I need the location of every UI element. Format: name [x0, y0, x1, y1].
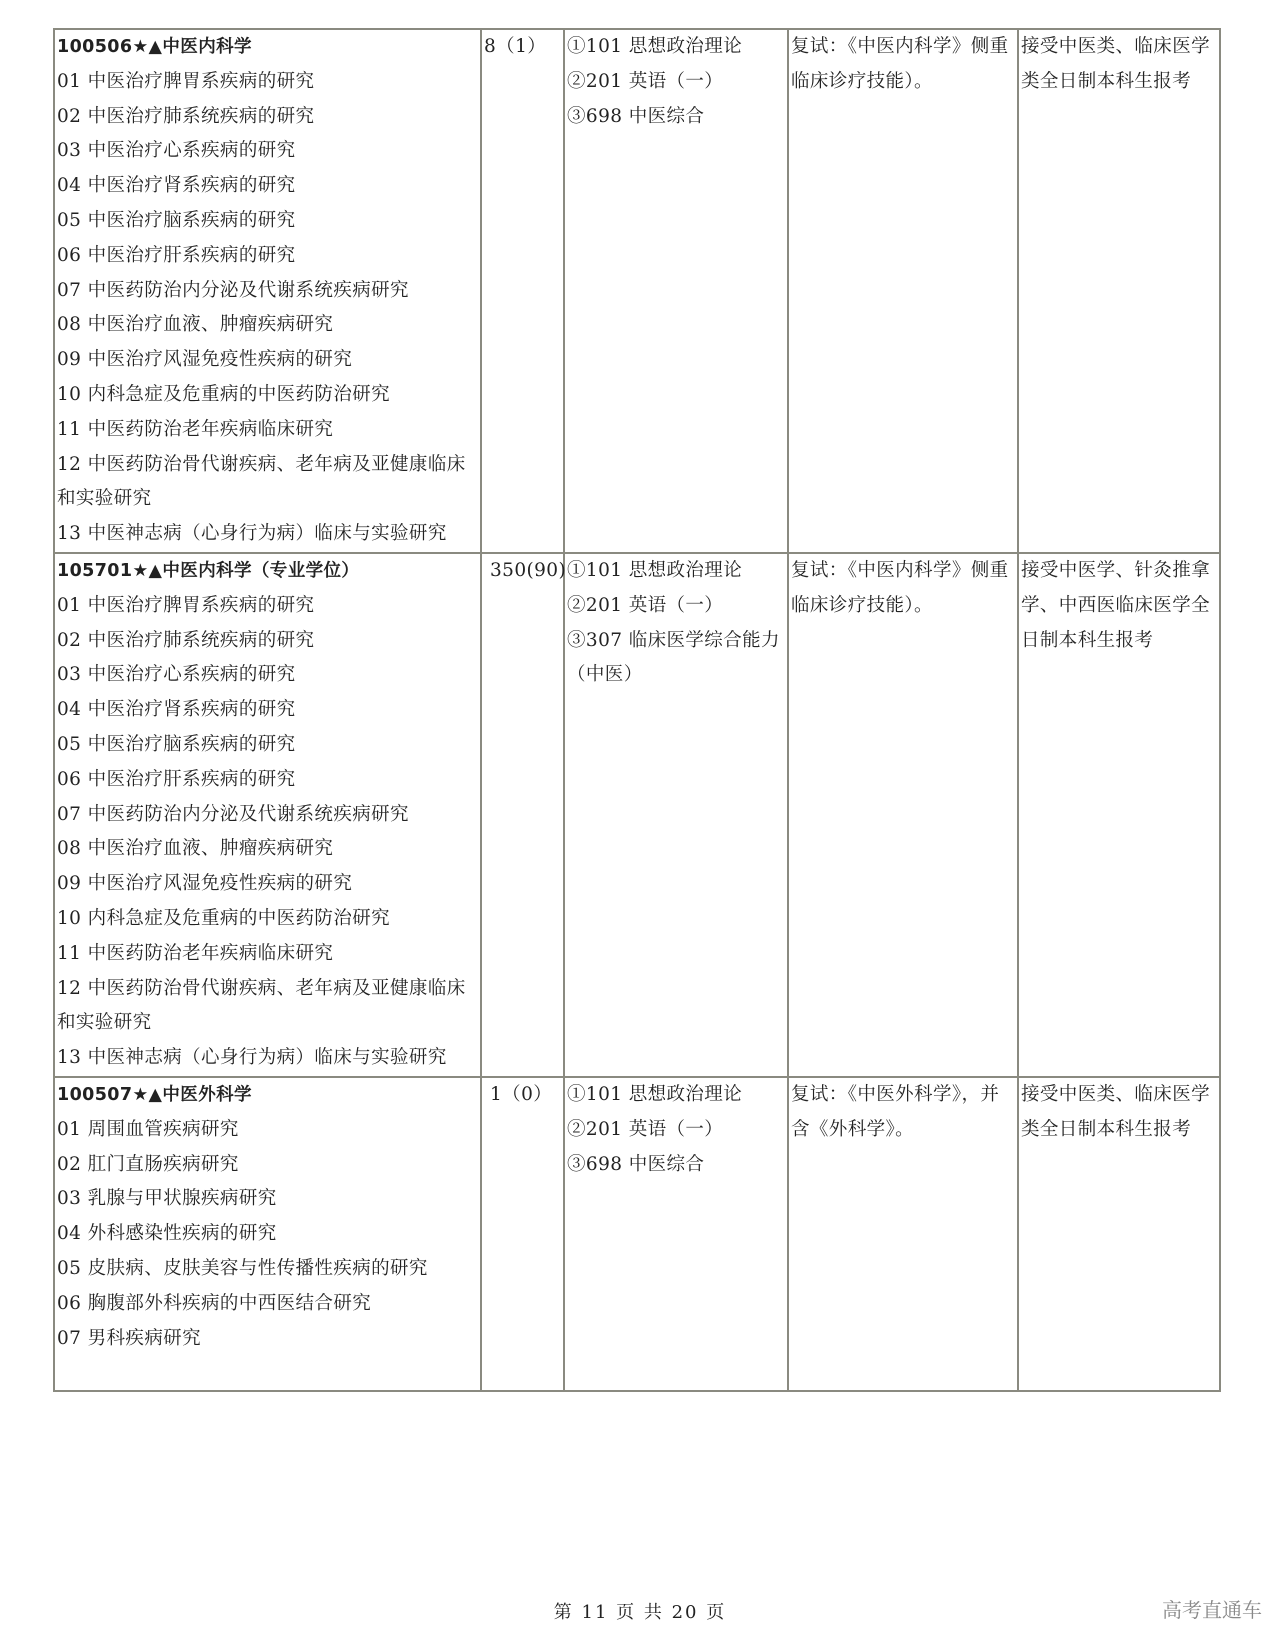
direction-item: 06 中医治疗肝系疾病的研究 [57, 768, 296, 790]
exam-subject: ②201 英语（一） [567, 70, 724, 92]
table-row [54, 29, 1220, 553]
direction-item: 03 中医治疗心系疾病的研究 [57, 140, 296, 162]
direction-item: 10 内科急症及危重病的中医药防治研究 [57, 907, 391, 929]
retest-text: 复试：《中医内科学》侧重临床诊疗技能）。 [791, 36, 1009, 92]
retest-cell [788, 29, 1018, 553]
direction-item: 12 中医药防治骨代谢疾病、老年病及亚健康临床和实验研究 [57, 453, 466, 510]
direction-item: 07 中医药防治内分泌及代谢系统疾病研究 [57, 803, 409, 825]
retest-text: 复试：《中医内科学》侧重临床诊疗技能）。 [791, 559, 1009, 616]
exam-subject: ②201 英语（一） [567, 594, 724, 616]
direction-item: 10 内科急症及危重病的中医药防治研究 [57, 383, 391, 405]
exam-subjects-cell [564, 1077, 788, 1391]
direction-item: 04 中医治疗肾系疾病的研究 [57, 175, 296, 197]
note-text: 接受中医类、临床医学类全日制本科生报考 [1021, 36, 1211, 92]
direction-item: 07 男科疾病研究 [57, 1327, 202, 1349]
exam-subject: ①101 思想政治理论 [567, 36, 743, 57]
direction-item: 01 中医治疗脾胃系疾病的研究 [57, 594, 315, 616]
exam-subject: ③698 中医综合 [567, 105, 705, 127]
note-text: 接受中医类、临床医学类全日制本科生报考 [1021, 1083, 1211, 1140]
major-cell [54, 29, 481, 553]
direction-item: 05 皮肤病、皮肤美容与性传播性疾病的研究 [57, 1257, 428, 1279]
page-footer: 第 11 页 共 20 页 [553, 1602, 727, 1623]
table-row [54, 1077, 1220, 1391]
direction-item: 13 中医神志病（心身行为病）临床与实验研究 [57, 1047, 447, 1069]
enrollment-count: 1（0） [490, 1083, 553, 1105]
direction-item: 02 肛门直肠疾病研究 [57, 1153, 239, 1175]
enrollment-cell [481, 1077, 564, 1391]
exam-subject: ①101 思想政治理论 [567, 559, 743, 581]
direction-item: 05 中医治疗脑系疾病的研究 [57, 209, 296, 231]
direction-item: 03 乳腺与甲状腺疾病研究 [57, 1188, 277, 1210]
direction-item: 12 中医药防治骨代谢疾病、老年病及亚健康临床和实验研究 [57, 977, 466, 1034]
retest-cell [788, 553, 1018, 1077]
direction-item: 04 中医治疗肾系疾病的研究 [57, 699, 296, 721]
retest-cell [788, 1077, 1018, 1391]
direction-item: 02 中医治疗肺系统疾病的研究 [57, 629, 315, 651]
exam-subject: ②201 英语（一） [567, 1118, 724, 1140]
direction-item: 09 中医治疗风湿免疫性疾病的研究 [57, 873, 353, 895]
enrollment-count: 8（1） [484, 36, 547, 57]
enrollment-count: 350(90) [490, 559, 567, 581]
direction-item: 06 中医治疗肝系疾病的研究 [57, 244, 296, 266]
major-cell [54, 553, 481, 1077]
note-cell [1018, 553, 1220, 1077]
exam-subjects-cell [564, 553, 788, 1077]
exam-subject: ③698 中医综合 [567, 1153, 705, 1175]
exam-subject: ①101 思想政治理论 [567, 1083, 743, 1105]
major-cell [54, 1077, 481, 1391]
direction-item: 01 周围血管疾病研究 [57, 1118, 239, 1140]
major-code-title: 105701★▲中医内科学（专业学位） [57, 560, 360, 581]
direction-item: 11 中医药防治老年疾病临床研究 [57, 418, 334, 440]
direction-item: 01 中医治疗脾胃系疾病的研究 [57, 70, 315, 92]
direction-item: 02 中医治疗肺系统疾病的研究 [57, 105, 315, 127]
table-row [54, 553, 1220, 1077]
watermark: 高考直通车 [1162, 1598, 1262, 1622]
direction-item: 07 中医药防治内分泌及代谢系统疾病研究 [57, 279, 409, 301]
direction-item: 08 中医治疗血液、肿瘤疾病研究 [57, 838, 334, 860]
note-cell [1018, 1077, 1220, 1391]
note-text: 接受中医学、针灸推拿学、中西医临床医学全日制本科生报考 [1021, 559, 1211, 651]
direction-item: 13 中医神志病（心身行为病）临床与实验研究 [57, 523, 447, 545]
enrollment-table [53, 28, 1221, 1392]
direction-item: 04 外科感染性疾病的研究 [57, 1223, 277, 1245]
exam-subject: ③307 临床医学综合能力（中医） [567, 629, 780, 686]
direction-item: 03 中医治疗心系疾病的研究 [57, 664, 296, 686]
retest-text: 复试：《中医外科学》，并含《外科学》。 [791, 1083, 1000, 1140]
note-cell [1018, 29, 1220, 553]
enrollment-cell [481, 553, 567, 1077]
exam-subjects-cell [564, 29, 788, 553]
enrollment-cell [481, 29, 564, 553]
direction-item: 08 中医治疗血液、肿瘤疾病研究 [57, 314, 334, 336]
major-code-title: 100506★▲中医内科学 [57, 37, 252, 57]
major-code-title: 100507★▲中医外科学 [57, 1084, 252, 1105]
direction-item: 05 中医治疗脑系疾病的研究 [57, 733, 296, 755]
direction-item: 09 中医治疗风湿免疫性疾病的研究 [57, 349, 353, 371]
direction-item: 06 胸腹部外科疾病的中西医结合研究 [57, 1292, 372, 1314]
direction-item: 11 中医药防治老年疾病临床研究 [57, 942, 334, 964]
